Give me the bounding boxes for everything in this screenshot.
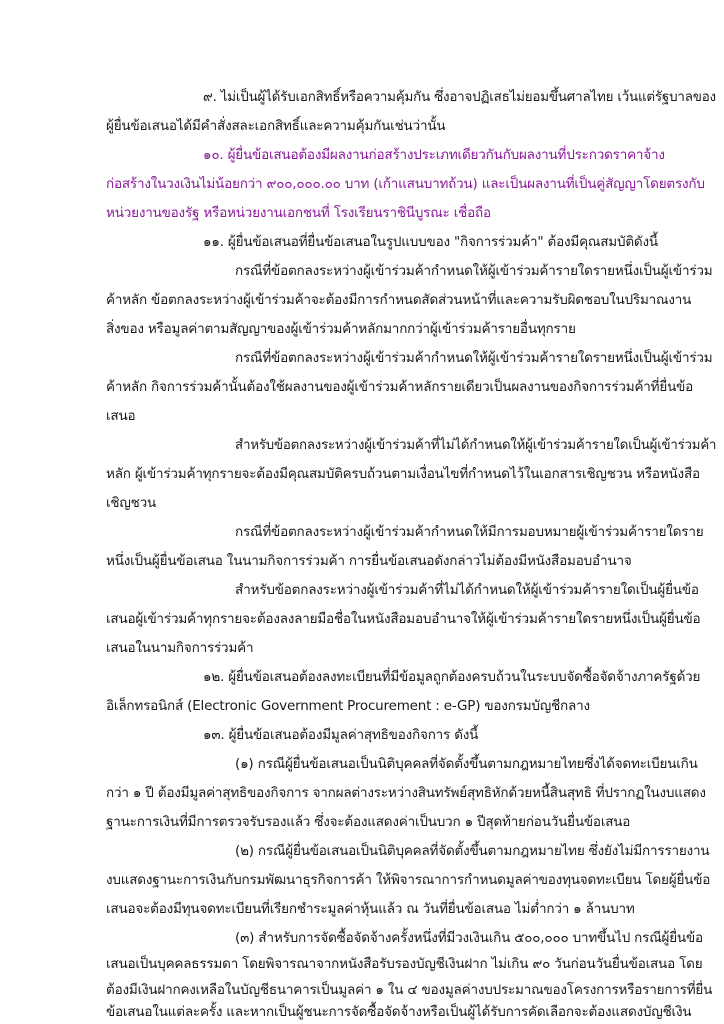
text-line: เสนอ	[106, 408, 136, 424]
text-line: สำหรับข้อตกลงระหว่างผู้เข้าร่วมค้าที่ไม่ได้กำหนดให้ผู้เข้าร่วมค้ารายใดเป็นผู้ยื่นข้อ	[235, 582, 699, 598]
text-line-highlighted: ๑๐. ผู้ยื่นข้อเสนอต้องมีผลงานก่อสร้างประเภทเดียวกันกับผลงานที่ประกวดราคาจ้าง	[203, 147, 665, 163]
text-line: เสนอผู้เข้าร่วมค้าทุกรายจะต้องลงลายมือชื่อในหนังสือมอบอำนาจให้ผู้เข้าร่วมค้ารายใดรายหนึ่งเป็นผู้ยื่นข้อ	[106, 611, 701, 627]
text-line: กรณีที่ข้อตกลงระหว่างผู้เข้าร่วมค้ากำหนดให้มีการมอบหมายผู้เข้าร่วมค้ารายใดราย	[235, 524, 704, 540]
text-line: ผู้ยื่นข้อเสนอได้มีคำสั่งสละเอกสิทธิ์และความคุ้มกันเช่นว่านั้น	[106, 118, 446, 134]
text-line: ค้าหลัก ข้อตกลงระหว่างผู้เข้าร่วมค้าจะต้องมีการกำหนดสัดส่วนหน้าที่และความรับผิดชอบในปริมาณงาน	[106, 292, 692, 308]
text-line: อิเล็กทรอนิกส์ (Electronic Government Procurement : e-GP) ของกรมบัญชีกลาง	[106, 698, 590, 714]
text-line: กรณีที่ข้อตกลงระหว่างผู้เข้าร่วมค้ากำหนดให้ผู้เข้าร่วมค้ารายใดรายหนึ่งเป็นผู้เข้าร่วม	[235, 350, 713, 366]
text-line: ๑๑. ผู้ยื่นข้อเสนอที่ยื่นข้อเสนอในรูปแบบของ "กิจการร่วมค้า" ต้องมีคุณสมบัติดังนี้	[203, 234, 658, 250]
text-line: สิ่งของ หรือมูลค่าตามสัญญาของผู้เข้าร่วมค้าหลักมากกว่าผู้เข้าร่วมค้ารายอื่นทุกราย	[106, 321, 576, 337]
text-line: ข้อเสนอในแต่ละครั้ง และหากเป็นผู้ชนะการจัดซื้อจัดจ้างหรือเป็นผู้ได้รับการคัดเลือกจะต้องแสดงบัญชีเงิน	[106, 1004, 692, 1020]
text-line: เชิญชวน	[106, 495, 157, 511]
text-line-highlighted: ก่อสร้างในวงเงินไม่น้อยกว่า ๙๐๐,๐๐๐.๐๐ บาท (เก้าแสนบาทถ้วน) และเป็นผลงานที่เป็นคู่สัญญาโดยตรงกับ	[106, 176, 705, 192]
text-line: (๑) กรณีผู้ยื่นข้อเสนอเป็นนิติบุคคลที่จัดตั้งขึ้นตามกฎหมายไทยซึ่งได้จดทะเบียนเกิน	[235, 756, 698, 772]
text-line: หนึ่งเป็นผู้ยื่นข้อเสนอ ในนามกิจการร่วมค้า การยื่นข้อเสนอดังกล่าวไม่ต้องมีหนังสือมอบอำนาจ	[106, 553, 632, 569]
text-line: ฐานะการเงินที่มีการตรวจรับรองแล้ว ซึ่งจะต้องแสดงค่าเป็นบวก ๑ ปีสุดท้ายก่อนวันยื่นข้อเสนอ	[106, 814, 631, 830]
text-line: เสนอในนามกิจการร่วมค้า	[106, 640, 254, 656]
text-line: เสนอจะต้องมีทุนจดทะเบียนที่เรียกชำระมูลค่าหุ้นแล้ว ณ วันที่ยื่นข้อเสนอ ไม่ต่ำกว่า ๑ ล้านบาท	[106, 901, 635, 917]
text-line: ๙. ไม่เป็นผู้ได้รับเอกสิทธิ์หรือความคุ้มกัน ซึ่งอาจปฏิเสธไม่ยอมขึ้นศาลไทย เว้นแต่รัฐบาลของ	[203, 89, 716, 105]
text-line-highlighted: หน่วยงานของรัฐ หรือหน่วยงานเอกชนที่ โรงเรียนราชินีบูรณะ เชื่อถือ	[106, 205, 491, 221]
text-line: กรณีที่ข้อตกลงระหว่างผู้เข้าร่วมค้ากำหนดให้ผู้เข้าร่วมค้ารายใดรายหนึ่งเป็นผู้เข้าร่วม	[235, 263, 713, 279]
text-line: ต้องมีเงินฝากคงเหลือในบัญชีธนาคารเป็นมูลค่า ๑ ใน ๔ ของมูลค่างบประมาณของโครงการหรือรายการที่ยื่น	[106, 982, 713, 998]
text-line: เสนอเป็นบุคคลธรรมดา โดยพิจารณาจากหนังสือรับรองบัญชีเงินฝาก ไม่เกิน ๙๐ วันก่อนวันยื่นข้อเสนอ โดย	[106, 956, 703, 972]
text-line: (๒) กรณีผู้ยื่นข้อเสนอเป็นนิติบุคคลที่จัดตั้งขึ้นตามกฎหมายไทย ซึ่งยังไม่มีการรายงาน	[235, 843, 710, 859]
text-line: หลัก ผู้เข้าร่วมค้าทุกรายจะต้องมีคุณสมบัติครบถ้วนตามเงื่อนไขที่กำหนดไว้ในเอกสารเชิญชวน หรือหนังสือ	[106, 466, 700, 482]
text-line: ๑๓. ผู้ยื่นข้อเสนอต้องมีมูลค่าสุทธิของกิจการ ดังนี้	[203, 727, 479, 743]
text-line: ๑๒. ผู้ยื่นข้อเสนอต้องลงทะเบียนที่มีข้อมูลถูกต้องครบถ้วนในระบบจัดซื้อจัดจ้างภาครัฐด้วย	[203, 669, 701, 685]
text-line: (๓) สำหรับการจัดซื้อจัดจ้างครั้งหนึ่งที่มีวงเงินเกิน ๕๐๐,๐๐๐ บาทขึ้นไป กรณีผู้ยื่นข้อ	[235, 930, 703, 946]
text-line: ค้าหลัก กิจการร่วมค้านั้นต้องใช้ผลงานของผู้เข้าร่วมค้าหลักรายเดียวเป็นผลงานของกิจการร่วมค้าที่ยื่นข้อ	[106, 379, 694, 395]
text-line: กว่า ๑ ปี ต้องมีมูลค่าสุทธิของกิจการ จากผลต่างระหว่างสินทรัพย์สุทธิหักด้วยหนี้สินสุทธิ ที่ปรากฏในงบแสดง	[106, 785, 706, 801]
text-line: สำหรับข้อตกลงระหว่างผู้เข้าร่วมค้าที่ไม่ได้กำหนดให้ผู้เข้าร่วมค้ารายใดเป็นผู้เข้าร่วมค้า	[235, 437, 717, 453]
text-line: งบแสดงฐานะการเงินกับกรมพัฒนาธุรกิจการค้า ให้พิจารณาการกำหนดมูลค่าของทุนจดทะเบียน โดยผู้ยื่นข้อ	[106, 872, 711, 888]
